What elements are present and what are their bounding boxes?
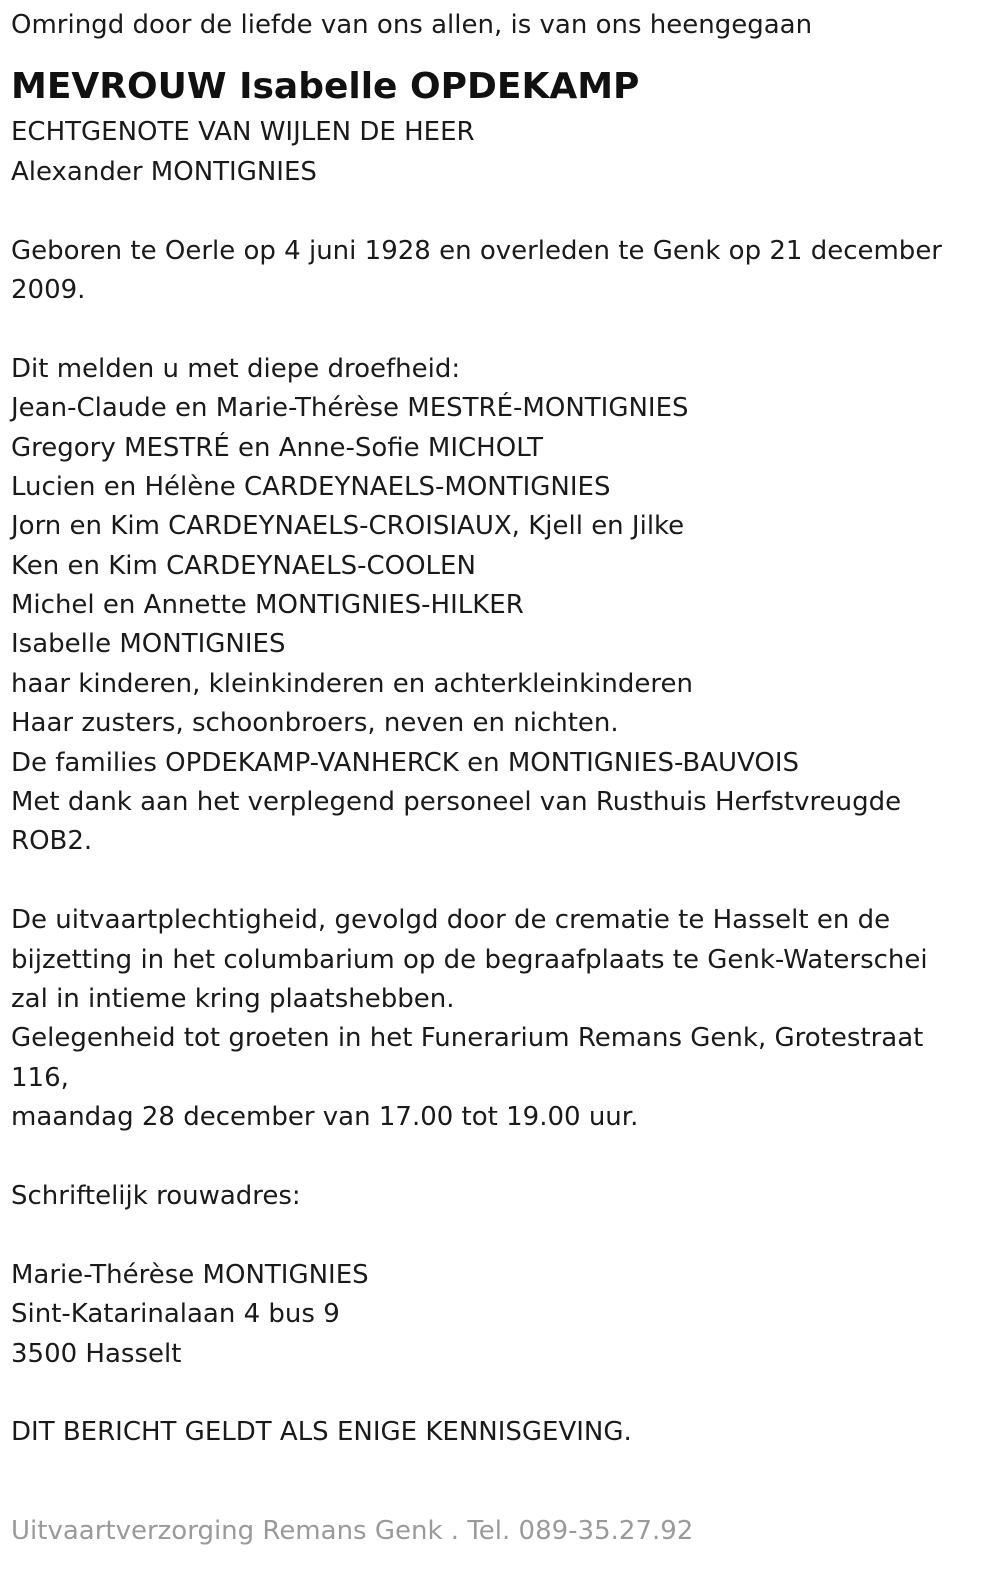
family-line: De families OPDEKAMP-VANHERCK en MONTIGNIES-BAUVOIS <box>11 747 800 778</box>
address-line: 3500 Hasselt <box>11 1338 182 1369</box>
family-line: ROB2. <box>11 826 93 857</box>
notice-statement: DIT BERICHT GELDT ALS ENIGE KENNISGEVING. <box>11 1417 632 1448</box>
ceremony-line: Gelegenheid tot groeten in het Funerarium Remans Genk, Grotestraat <box>11 1023 924 1054</box>
ceremony-line: bijzetting in het columbarium op de begraafplaats te Genk-Waterschei <box>11 944 928 975</box>
family-line: haar kinderen, kleinkinderen en achterkleinkinderen <box>11 668 693 699</box>
family-line: Isabelle MONTIGNIES <box>11 629 286 660</box>
spacer <box>11 1216 986 1255</box>
birth-death-line: Geboren te Oerle op 4 juni 1928 en overleden te Genk op 21 december <box>11 235 942 266</box>
spacer <box>11 310 986 349</box>
ceremony-line: maandag 28 december van 17.00 tot 19.00 uur. <box>11 1102 639 1133</box>
ceremony-line: De uitvaartplechtigheid, gevolgd door de crematie te Hasselt en de <box>11 905 891 936</box>
birth-death-year: 2009. <box>11 274 86 305</box>
funeral-home-footer: Uitvaartverzorging Remans Genk . Tel. 089-35.27.92 <box>11 1516 694 1546</box>
family-line: Haar zusters, schoonbroers, neven en nichten. <box>11 708 619 739</box>
family-list <box>11 389 986 862</box>
address-line: Sint-Katarinalaan 4 bus 9 <box>11 1299 340 1330</box>
obituary-notice <box>11 6 986 1453</box>
family-line: Jorn en Kim CARDEYNAELS-CROISIAUX, Kjell en Jilke <box>11 511 685 542</box>
ceremony-line: zal in intieme kring plaatshebben. <box>11 983 455 1014</box>
address-heading: Schriftelijk rouwadres: <box>11 1180 301 1211</box>
family-line: Michel en Annette MONTIGNIES-HILKER <box>11 590 524 621</box>
deceased-name: MEVROUW Isabelle OPDEKAMP <box>11 66 640 108</box>
spacer <box>11 862 986 901</box>
announcement-intro: Dit melden u met diepe droefheid: <box>11 353 461 384</box>
spacer <box>11 1138 986 1177</box>
family-line: Ken en Kim CARDEYNAELS-COOLEN <box>11 550 476 581</box>
family-line: Gregory MESTRÉ en Anne-Sofie MICHOLT <box>11 432 543 463</box>
ceremony-line: 116, <box>11 1062 69 1093</box>
family-line: Met dank aan het verplegend personeel van Rusthuis Herfstvreugde <box>11 787 902 818</box>
spouse-name: Alexander MONTIGNIES <box>11 156 317 187</box>
spouse-line: ECHTGENOTE VAN WIJLEN DE HEER <box>11 117 475 148</box>
ceremony-details <box>11 901 986 1137</box>
address-line: Marie-Thérèse MONTIGNIES <box>11 1259 369 1290</box>
mourning-address <box>11 1256 986 1374</box>
spacer <box>11 1374 986 1413</box>
family-line: Jean-Claude en Marie-Thérèse MESTRÉ-MONTIGNIES <box>11 393 689 424</box>
intro-text: Omringd door de liefde van ons allen, is van ons heengegaan <box>11 10 813 40</box>
spacer <box>11 192 986 231</box>
family-line: Lucien en Hélène CARDEYNAELS-MONTIGNIES <box>11 471 611 502</box>
